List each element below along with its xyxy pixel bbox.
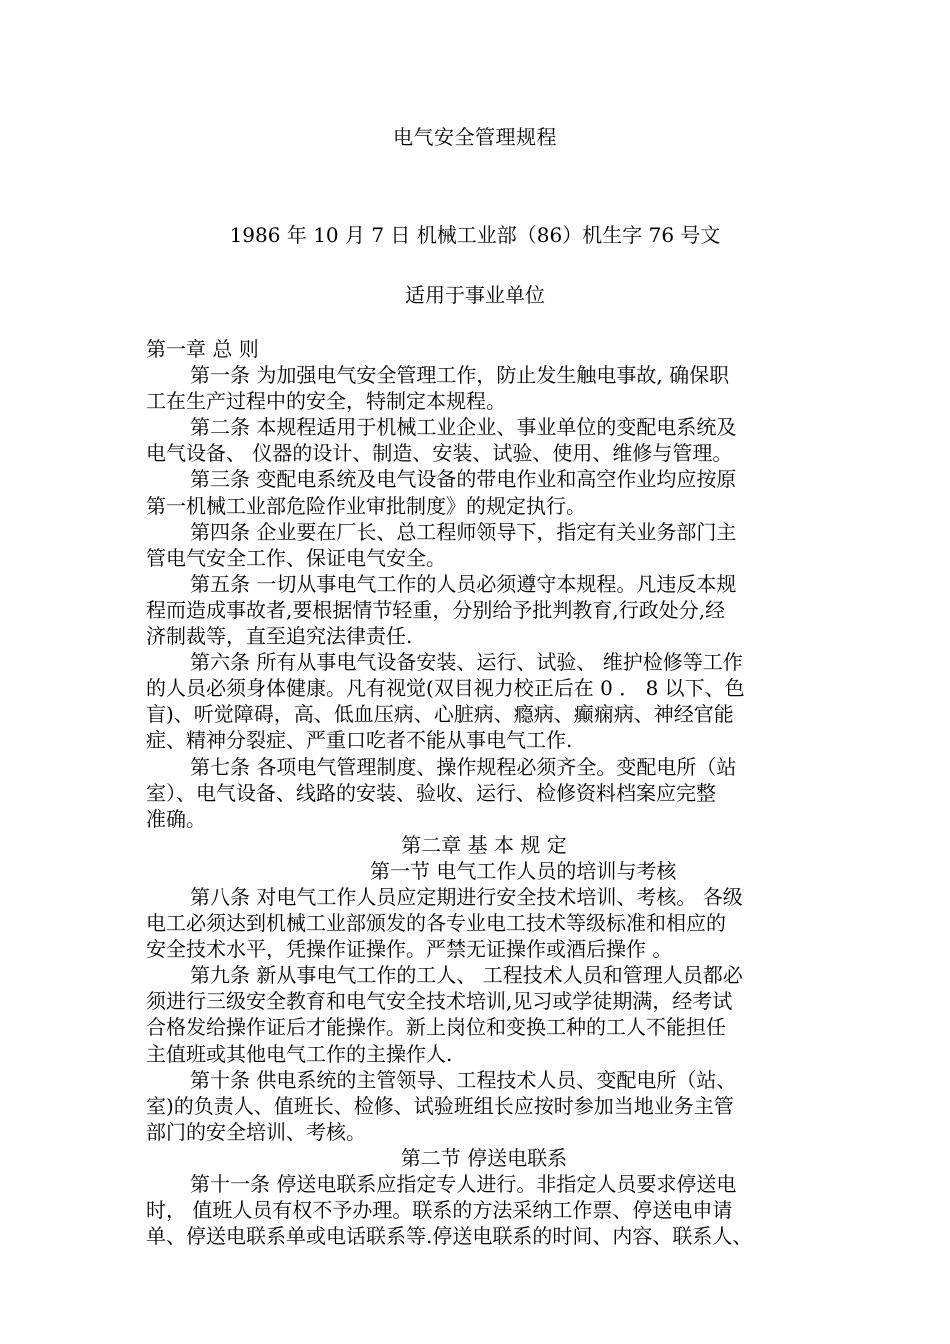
article-first-line: 第六条 所有从事电气设备安装、运行、试验、 维护检修等工作 [190, 650, 743, 675]
article-first-line: 第三条 变配电系统及电气设备的带电作业和高空作业均应按原 [190, 467, 737, 492]
text-line: 合格发给操作证后才能操作。新上岗位和变换工种的工人不能担任 [146, 1015, 726, 1040]
text-line: 济制裁等，直至追究法律责任. [146, 624, 413, 649]
document-scope-line: 适用于事业单位 [405, 283, 545, 307]
article-first-line: 第一条 为加强电气安全管理工作，防止发生触电事故, 确保职 [190, 363, 730, 388]
text-line: 部门的安全培训、考核。 [146, 1119, 366, 1144]
text-line: 管电气安全工作、保证电气安全。 [146, 545, 446, 570]
text-line: 室)的负责人、值班长、检修、试验班组长应按时参加当地业务主管 [146, 1093, 734, 1118]
document-title: 电气安全管理规程 [393, 125, 557, 149]
article-first-line: 第二条 本规程适用于机械工业企业、事业单位的变配电系统及 [190, 415, 737, 440]
text-line: 安全技术水平，凭操作证操作。严禁无证操作或酒后操作 。 [146, 937, 673, 962]
text-line: 室）、电气设备、线路的安装、验收、运行、检修资料档案应完整 [146, 780, 716, 805]
text-line: 症、精神分裂症、严重口吃者不能从事电气工作. [146, 728, 573, 753]
article-first-line: 第九条 新从事电气工作的工人、 工程技术人员和管理人员都必 [190, 963, 743, 988]
text-line: 第一机械工业部危险作业审批制度》的规定执行。 [146, 493, 586, 518]
text-line: 电工必须达到机械工业部颁发的各专业电工技术等级标准和相应的 [146, 911, 726, 936]
article-first-line: 第七条 各项电气管理制度、操作规程必须齐全。变配电所（站 [190, 754, 737, 779]
heading-line: 第二节 停送电联系 [400, 1145, 568, 1170]
text-line: 电气设备、 仪器的设计、制造、安装、试验、使用、维修与管理。 [146, 441, 733, 466]
text-line: 主值班或其他电气工作的主操作人. [146, 1041, 453, 1066]
article-first-line: 第八条 对电气工作人员应定期进行安全技术培训、考核。 各级 [190, 884, 743, 909]
text-line: 准确。 [146, 806, 206, 831]
text-line: 第一章 总 则 [146, 337, 259, 361]
text-line: 程而造成事故者,要根据情节轻重，分别给予批判教育,行政处分,经 [146, 597, 726, 622]
text-line: 须进行三级安全教育和电气安全技术培训,见习或学徒期满，经考试 [146, 989, 733, 1014]
text-line: 时， 值班人员有权不予办理。联系的方法采纳工作票、停送电申请 [146, 1198, 733, 1223]
heading-line: 第一节 电气工作人员的培训与考核 [370, 858, 677, 883]
article-first-line: 第五条 一切从事电气工作的人员必须遵守本规程。凡违反本规 [190, 571, 737, 596]
text-line: 盲)、听觉障碍，高、低血压病、心脏病、瘾病、癫痫病、神经官能 [146, 702, 734, 727]
text-line: 单、停送电联系单或电话联系等.停送电联系的时间、内容、联系人、 [146, 1224, 753, 1249]
text-line: 的人员必须身体健康。凡有视觉(双目视力校正后在 0 ． 8 以下、色 [146, 676, 745, 701]
article-first-line: 第十一条 停送电联系应指定专人进行。非指定人员要求停送电 [190, 1172, 737, 1196]
article-first-line: 第十条 供电系统的主管领导、工程技术人员、变配电所（站、 [190, 1067, 737, 1092]
article-first-line: 第四条 企业要在厂长、总工程师领导下，指定有关业务部门主 [190, 519, 737, 544]
heading-line: 第二章 基 本 规 定 [401, 832, 567, 857]
document-issuance-line: 1986 年 10 月 7 日 机械工业部（86）机生字 76 号文 [229, 223, 721, 247]
text-line: 工在生产过程中的安全，特制定本规程。 [146, 389, 506, 414]
document-body [146, 336, 822, 1249]
